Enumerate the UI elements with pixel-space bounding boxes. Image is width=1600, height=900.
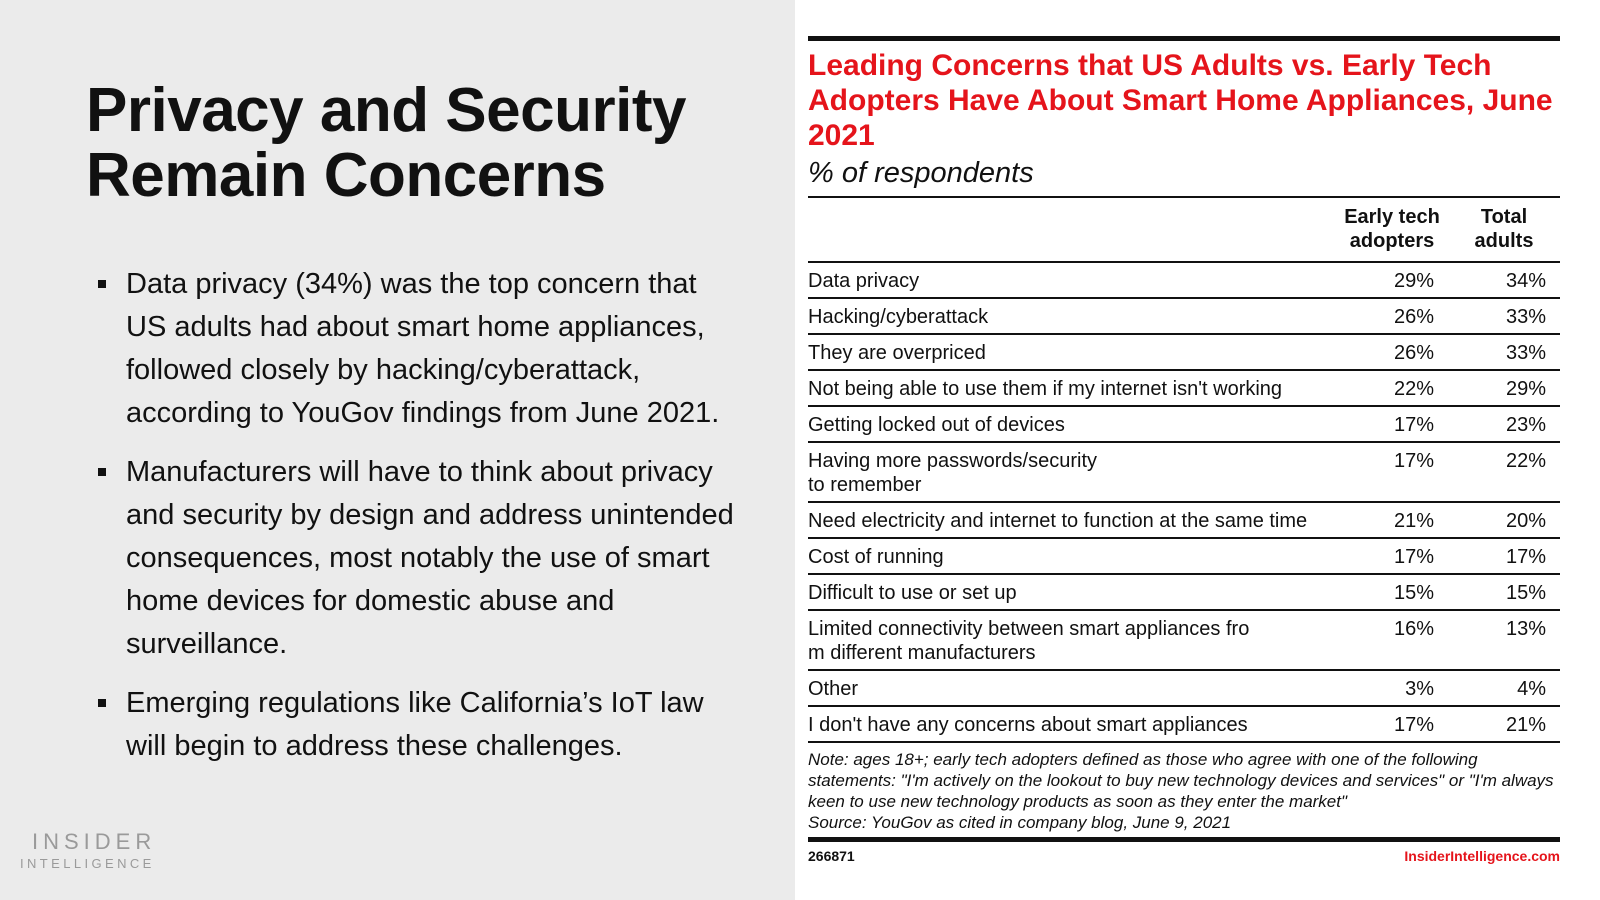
table-row [808,670,1560,706]
bullet-list [96,263,736,784]
bullet-item [96,263,736,435]
header-label-cell [808,198,1336,262]
early-tech-adopters-value: 29% [1336,262,1448,298]
table-row [808,298,1560,334]
early-tech-adopters-value: 21% [1336,502,1448,538]
bullet-text: Manufacturers will have to think about privacy and security by design and address unintended consequences, most notably the use of smart home devices for domestic abuse and surveillance. [126,456,734,660]
row-label: Limited connectivity between smart appliances fro m different manufacturers [808,610,1336,670]
row-label: I don't have any concerns about smart appliances [808,714,1248,736]
logo-line1: INSIDER [32,829,157,854]
chart-subtitle: % of respondents [808,157,1034,189]
bullet-item [96,451,736,666]
row-label: Difficult to use or set up [808,574,1336,610]
header-total-adults: Total adults [1448,198,1560,262]
bullet-text: Emerging regulations like California’s IoT law will begin to address these challenges. [126,687,704,762]
bullet-square-icon [98,699,106,707]
table-bottom-rule [808,741,1560,743]
row-label: Need electricity and internet to function at the same time [808,502,1336,538]
total-adults-value: 34% [1448,262,1560,298]
total-adults-value: 15% [1448,574,1560,610]
early-tech-adopters-value: 3% [1336,670,1448,706]
logo-line2: INTELLIGENCE [20,856,155,871]
table-row [808,706,1560,741]
table-row [808,610,1560,670]
row-label: Getting locked out of devices [808,406,1336,442]
source-text: Source: YouGov as cited in company blog, June 9, 2021 [808,813,1232,832]
table-row [808,574,1560,610]
row-label: Having more passwords/security to remember [808,442,1336,502]
early-tech-adopters-value: 16% [1336,610,1448,670]
early-tech-adopters-value: 22% [1336,370,1448,406]
row-label: Other [808,670,1336,706]
total-adults-value: 23% [1448,406,1560,442]
table-row [808,406,1560,442]
table-row [808,370,1560,406]
table-row [808,442,1560,502]
chart-note [808,749,1560,833]
bullet-square-icon [98,468,106,476]
bullet-item [96,682,736,768]
total-adults-value: 17% [1448,538,1560,574]
table-body [808,262,1560,741]
table-header-row [808,198,1560,262]
table-row [808,538,1560,574]
left-panel [0,0,795,900]
bottom-rule [808,837,1560,842]
early-tech-adopters-value: 17% [1393,714,1434,736]
table-row [808,262,1560,298]
total-adults-value: 20% [1448,502,1560,538]
chart-panel [808,36,1560,864]
chart-footer [808,848,1560,864]
bullet-square-icon [98,280,106,288]
header-early-tech-adopters: Early tech adopters [1336,198,1448,262]
row-label: Cost of running [808,538,1336,574]
concerns-table [808,198,1560,741]
bullet-text: Data privacy (34%) was the top concern that US adults had about smart home appliances, followed closely by hacking/cyberattack, according to YouGov findings from June 2021. [126,268,720,429]
total-adults-value: 29% [1448,370,1560,406]
row-label: Not being able to use them if my internet isn't working [808,370,1336,406]
insider-intelligence-logo [20,830,156,872]
top-rule [808,36,1560,41]
chart-id: 266871 [808,848,855,864]
row-label: They are overpriced [808,334,1336,370]
row-label: Data privacy [808,262,1336,298]
total-adults-value: 21% [1505,714,1546,736]
row-label: Hacking/cyberattack [808,298,1336,334]
total-adults-value: 22% [1448,442,1560,502]
note-text: Note: ages 18+; early tech adopters defined as those who agree with one of the following statements: "I'm actively on the lookout to buy new technology devices and services" or "I'm always keen to use new technology products as soon as they enter the market" [808,750,1554,811]
table-row [808,334,1560,370]
early-tech-adopters-value: 15% [1336,574,1448,610]
total-adults-value: 4% [1448,670,1560,706]
early-tech-adopters-value: 26% [1336,334,1448,370]
early-tech-adopters-value: 17% [1336,442,1448,502]
early-tech-adopters-value: 26% [1336,298,1448,334]
chart-title: Leading Concerns that US Adults vs. Early Tech Adopters Have About Smart Home Appliances, June 2021 [808,49,1553,152]
early-tech-adopters-value: 17% [1336,538,1448,574]
table-row [808,502,1560,538]
total-adults-value: 13% [1448,610,1560,670]
brand-link[interactable]: InsiderIntelligence.com [1404,848,1560,864]
early-tech-adopters-value: 17% [1336,406,1448,442]
total-adults-value: 33% [1448,334,1560,370]
slide-title: Privacy and Security Remain Concerns [86,76,686,210]
total-adults-value: 33% [1448,298,1560,334]
